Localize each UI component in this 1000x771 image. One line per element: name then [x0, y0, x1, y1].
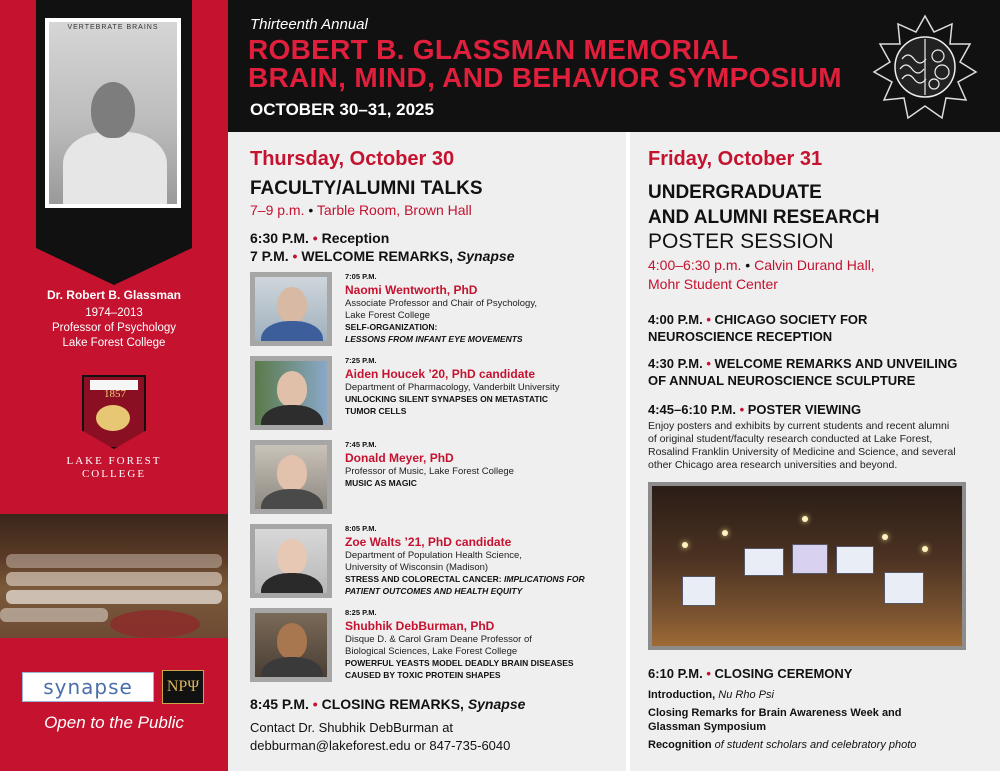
speaker-name: Donald Meyer, PhD — [345, 451, 454, 465]
symposium-date: OCTOBER 30–31, 2025 — [250, 100, 434, 119]
glassman-portrait — [45, 18, 181, 208]
speaker-name: Zoe Walts ’21, PhD candidate — [345, 535, 512, 549]
speaker-photo — [250, 356, 332, 430]
honoree-years: 1974–2013 — [85, 307, 143, 319]
nu-rho-psi-logo: NΡΨ — [162, 670, 204, 704]
friday-time-place: 4:00–6:30 p.m. • Calvin Durand Hall, Mohr Student Center — [648, 257, 875, 292]
thursday-heading: Thursday, October 30 — [250, 148, 455, 170]
talk-item: 8:05 P.M. Zoe Walts ’21, PhD candidate Department of Population Health Science, University of Wisconsin (Madison) STRESS AND COLORECTAL CANCER: IMPLICATIONS FOR PATIENT OUTCOMES AND HEALTH EQUITY — [250, 524, 620, 602]
shield-year: 1857 — [104, 388, 126, 400]
speaker-photo — [250, 272, 332, 346]
talk-item: 7:25 P.M. Aiden Houcek ’20, PhD candidate Department of Pharmacology, Vanderbilt University UNLOCKING SILENT SYNAPSES ON METASTATIC TUMOR CELLS — [250, 356, 620, 434]
honoree-details — [0, 306, 228, 351]
welcome-remarks-line: 7 P.M. • WELCOME REMARKS, Synapse — [250, 248, 515, 264]
talk-item: 8:25 P.M. Shubhik DebBurman, PhD Disque D. & Carol Gram Deane Professor of Biological Sciences, Lake Forest College POWERFUL YEASTS MODEL DEADLY BRAIN DISEASES CAUSED BY TOXIC PROTEIN SHAPES — [250, 608, 620, 686]
speaker-photo — [250, 440, 332, 514]
speaker-name: Shubhik DebBurman, PhD — [345, 619, 495, 633]
friday-session-title: UNDERGRADUATE AND ALUMNI RESEARCH — [648, 182, 880, 228]
closing-ceremony-line: 6:10 P.M. • CLOSING CEREMONY — [648, 666, 853, 681]
poster-session-label: POSTER SESSION — [648, 230, 834, 253]
speaker-name: Naomi Wentworth, PhD — [345, 283, 478, 297]
open-to-public: Open to the Public — [44, 713, 184, 732]
thursday-session-title: FACULTY/ALUMNI TALKS — [250, 178, 483, 199]
portrait-caption: VERTEBRATE BRAINS — [67, 24, 159, 31]
poster-session-photo — [648, 482, 966, 650]
college-wordmark: LAKE FOREST COLLEGE — [66, 455, 162, 480]
honoree-name: Dr. Robert B. Glassman — [46, 288, 182, 302]
talk-item: 7:05 P.M. Naomi Wentworth, PhD Associate Professor and Chair of Psychology, Lake Forest College SELF-ORGANIZATION: LESSONS FROM INFANT EYE MOVEMENTS — [250, 272, 620, 350]
friday-item-welcome: 4:30 P.M. • WELCOME REMARKS AND UNVEILING OF ANNUAL NEUROSCIENCE SCULPTURE — [648, 356, 958, 388]
synapse-logo: synapse — [22, 672, 154, 702]
symposium-title: ROBERT B. GLASSMAN MEMORIAL BRAIN, MIND, AND BEHAVIOR SYMPOSIUM — [248, 34, 842, 93]
reception-line: 6:30 P.M. • Reception — [250, 230, 390, 246]
talk-item: 7:45 P.M. Donald Meyer, PhD Professor of Music, Lake Forest College MUSIC AS MAGIC — [250, 440, 620, 518]
speaker-photo — [250, 524, 332, 598]
left-sidebar — [0, 0, 228, 771]
honoree-institution: Lake Forest College — [62, 337, 166, 349]
friday-item-reception: 4:00 P.M. • CHICAGO SOCIETY FOR NEUROSCIENCE RECEPTION — [648, 312, 868, 344]
contact-email-phone[interactable]: debburman@lakeforest.edu or 847-735-6040 — [250, 738, 511, 753]
honoree-role: Professor of Psychology — [51, 322, 176, 334]
contact-info: Contact Dr. Shubhik DebBurman at debburman@lakeforest.edu or 847-735-6040 — [250, 720, 511, 753]
poster-viewing-description: Enjoy posters and exhibits by current students and recent alumni of original student/faculty research conducted at Lake Forest, Rosalind Franklin University of Medicine and Science, and several other Chicago area research universities and beyond. — [648, 420, 956, 471]
speaker-name: Aiden Houcek ’20, PhD candidate — [345, 367, 536, 381]
friday-item-poster-viewing: 4:45–6:10 P.M. • POSTER VIEWING — [648, 402, 862, 417]
friday-heading: Friday, October 31 — [648, 148, 823, 170]
brain-emblem-icon — [872, 14, 978, 120]
group-photo — [0, 514, 228, 638]
annual-label: Thirteenth Annual — [250, 16, 368, 33]
thursday-time-place: 7–9 p.m. • Tarble Room, Brown Hall — [250, 202, 472, 218]
oak-leaf-icon — [96, 405, 130, 431]
speaker-photo — [250, 608, 332, 682]
closing-remarks-line: 8:45 P.M. • CLOSING REMARKS, Synapse — [250, 696, 526, 712]
closing-ceremony-details: Introduction, Nu Rho Psi Closing Remarks for Brain Awareness Week and Glassman Symposium Recognition of student scholars and celebratory photo — [648, 689, 917, 751]
